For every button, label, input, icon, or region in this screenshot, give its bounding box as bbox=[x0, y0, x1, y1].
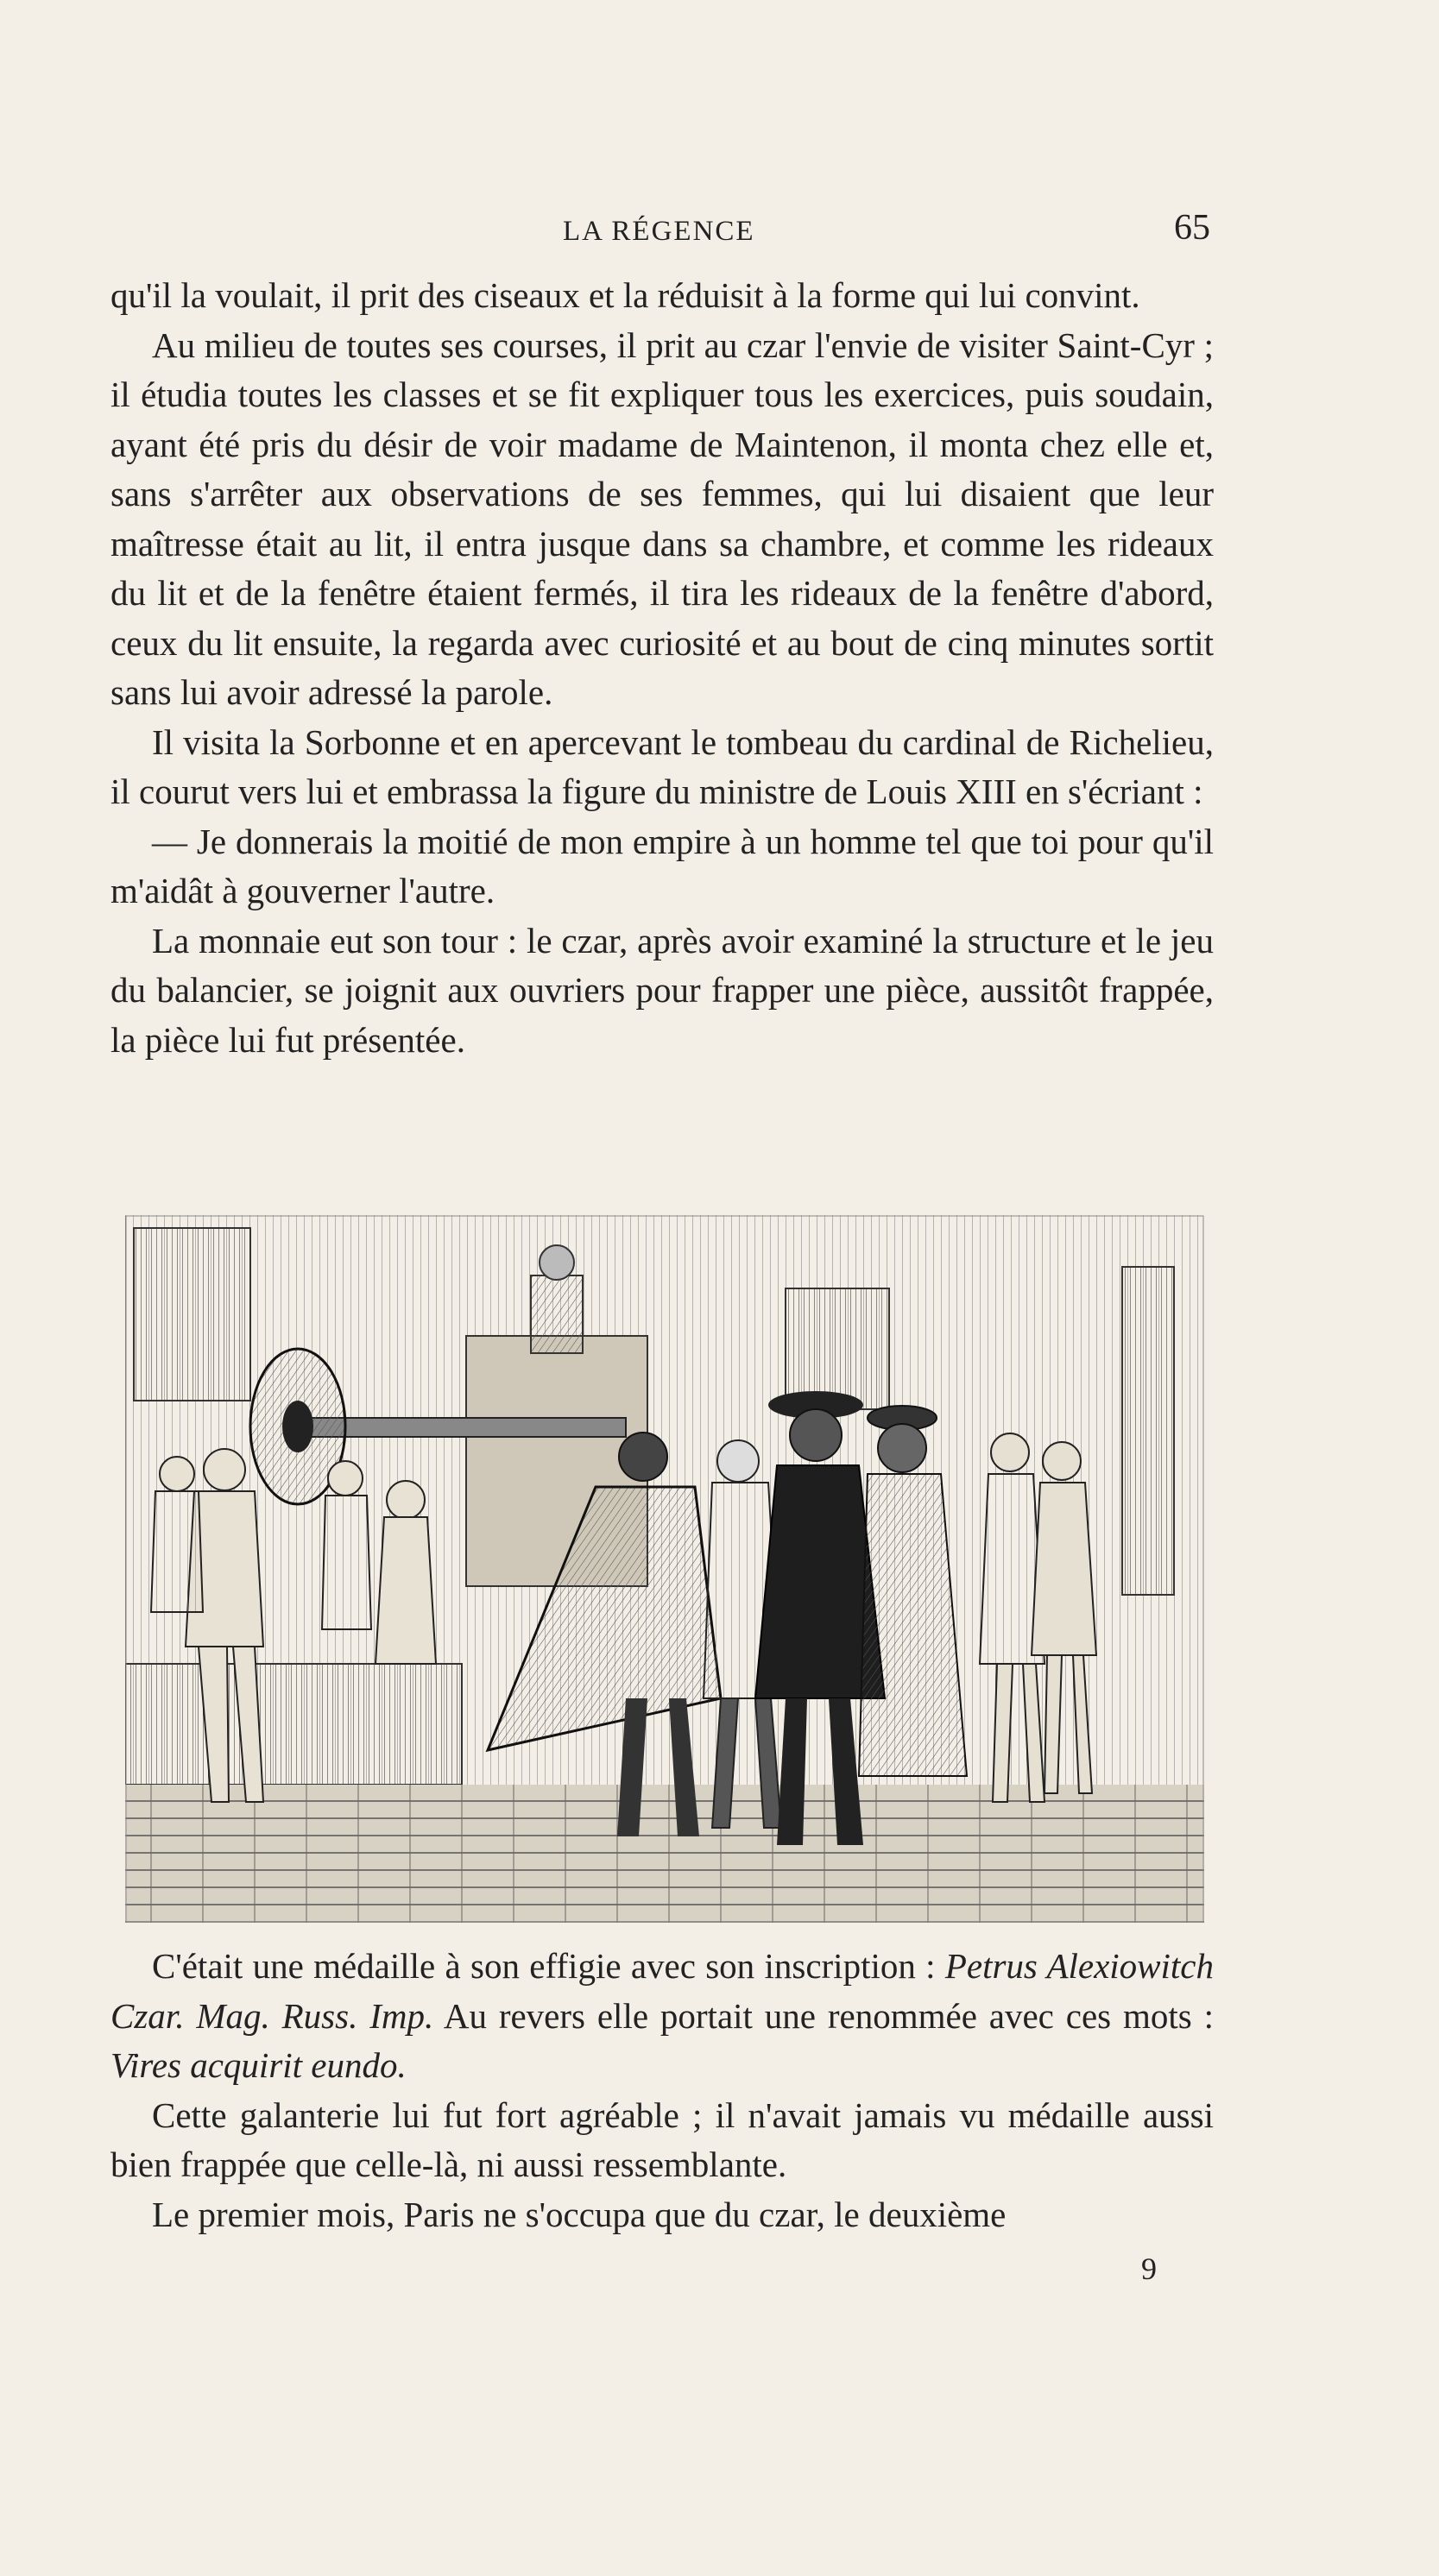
running-head bbox=[0, 205, 1439, 249]
engraving-scene bbox=[125, 1215, 1204, 1923]
workbench bbox=[125, 1664, 462, 1785]
paragraph-quote: — Je donnerais la moitié de mon empire à un homme tel que toi pour qu'il m'aidât à gouverner l'autre. bbox=[110, 821, 1214, 910]
paragraph-galanterie: Cette galanterie lui fut fort agréable ; il n'avait jamais vu médaille aussi bien frappée que celle-là, ni aussi ressemblante. bbox=[110, 2094, 1214, 2184]
paragraph-premier-mois: Le premier mois, Paris ne s'occupa que du czar, le deuxième bbox=[152, 2194, 1007, 2234]
paragraph-sorbonne: Il visita la Sorbonne et en apercevant le tombeau du cardinal de Richelieu, il courut vers lui et embrassa la figure du ministre de Louis XIII en s'écriant : bbox=[110, 721, 1214, 811]
page-number: 65 bbox=[1174, 208, 1210, 248]
floor bbox=[125, 1785, 1204, 1923]
text-block-bottom bbox=[110, 1942, 1214, 2239]
running-title: LA RÉGENCE bbox=[563, 216, 755, 247]
text-block-top bbox=[110, 271, 1214, 1065]
window-left bbox=[134, 1228, 250, 1401]
window-right bbox=[786, 1288, 889, 1409]
press-screw bbox=[531, 1275, 583, 1353]
signature-mark: 9 bbox=[1141, 2252, 1157, 2286]
paragraph-monnaie: La monnaie eut son tour : le czar, après avoir examiné la structure et le jeu du balancier, se joignit aux ouvriers pour frapper une pièce, aussitôt frappée, la pièce lui fut présentée. bbox=[110, 920, 1214, 1060]
engraving-illustration bbox=[125, 1215, 1204, 1923]
press-knob bbox=[540, 1245, 574, 1280]
medal-text-middle: Au revers elle portait une renommée avec ces mots : bbox=[433, 1995, 1214, 2036]
balancier-hub bbox=[282, 1401, 313, 1452]
medal-inscription: Petrus Alexiowitch Czar. Mag. Russ. Imp. bbox=[110, 1946, 1214, 2036]
paragraph-medal bbox=[110, 1942, 1214, 2091]
balancier-bar bbox=[298, 1418, 626, 1437]
pillar-right bbox=[1122, 1267, 1174, 1595]
paragraph-continuation: qu'il la voulait, il prit des ciseaux et la réduisit à la forme qui lui convint. bbox=[110, 275, 1140, 315]
medal-motto: Vires acquirit eundo. bbox=[110, 2045, 407, 2085]
paragraph-saint-cyr: Au milieu de toutes ses courses, il prit au czar l'envie de visiter Saint-Cyr ; il étudia toutes les classes et se fit expliquer tous les exercices, puis soudain, ayant été pris du désir de voir madame de Maintenon, il monta chez elle et, sans s'arrêter aux observations de ses femmes, qui lui disaient que leur maîtresse était au lit, il entra jusque dans sa chambre, et comme les rideaux du lit et de la fenêtre étaient fermés, il tira les rideaux de la fenêtre d'abord, ceux du lit ensuite, la regarda avec curiosité et au bout de cinq minutes sortit sans lui avoir adressé la parole. bbox=[110, 324, 1214, 712]
medal-text-before: C'était une médaille à son effigie avec son inscription : bbox=[152, 1946, 945, 1986]
